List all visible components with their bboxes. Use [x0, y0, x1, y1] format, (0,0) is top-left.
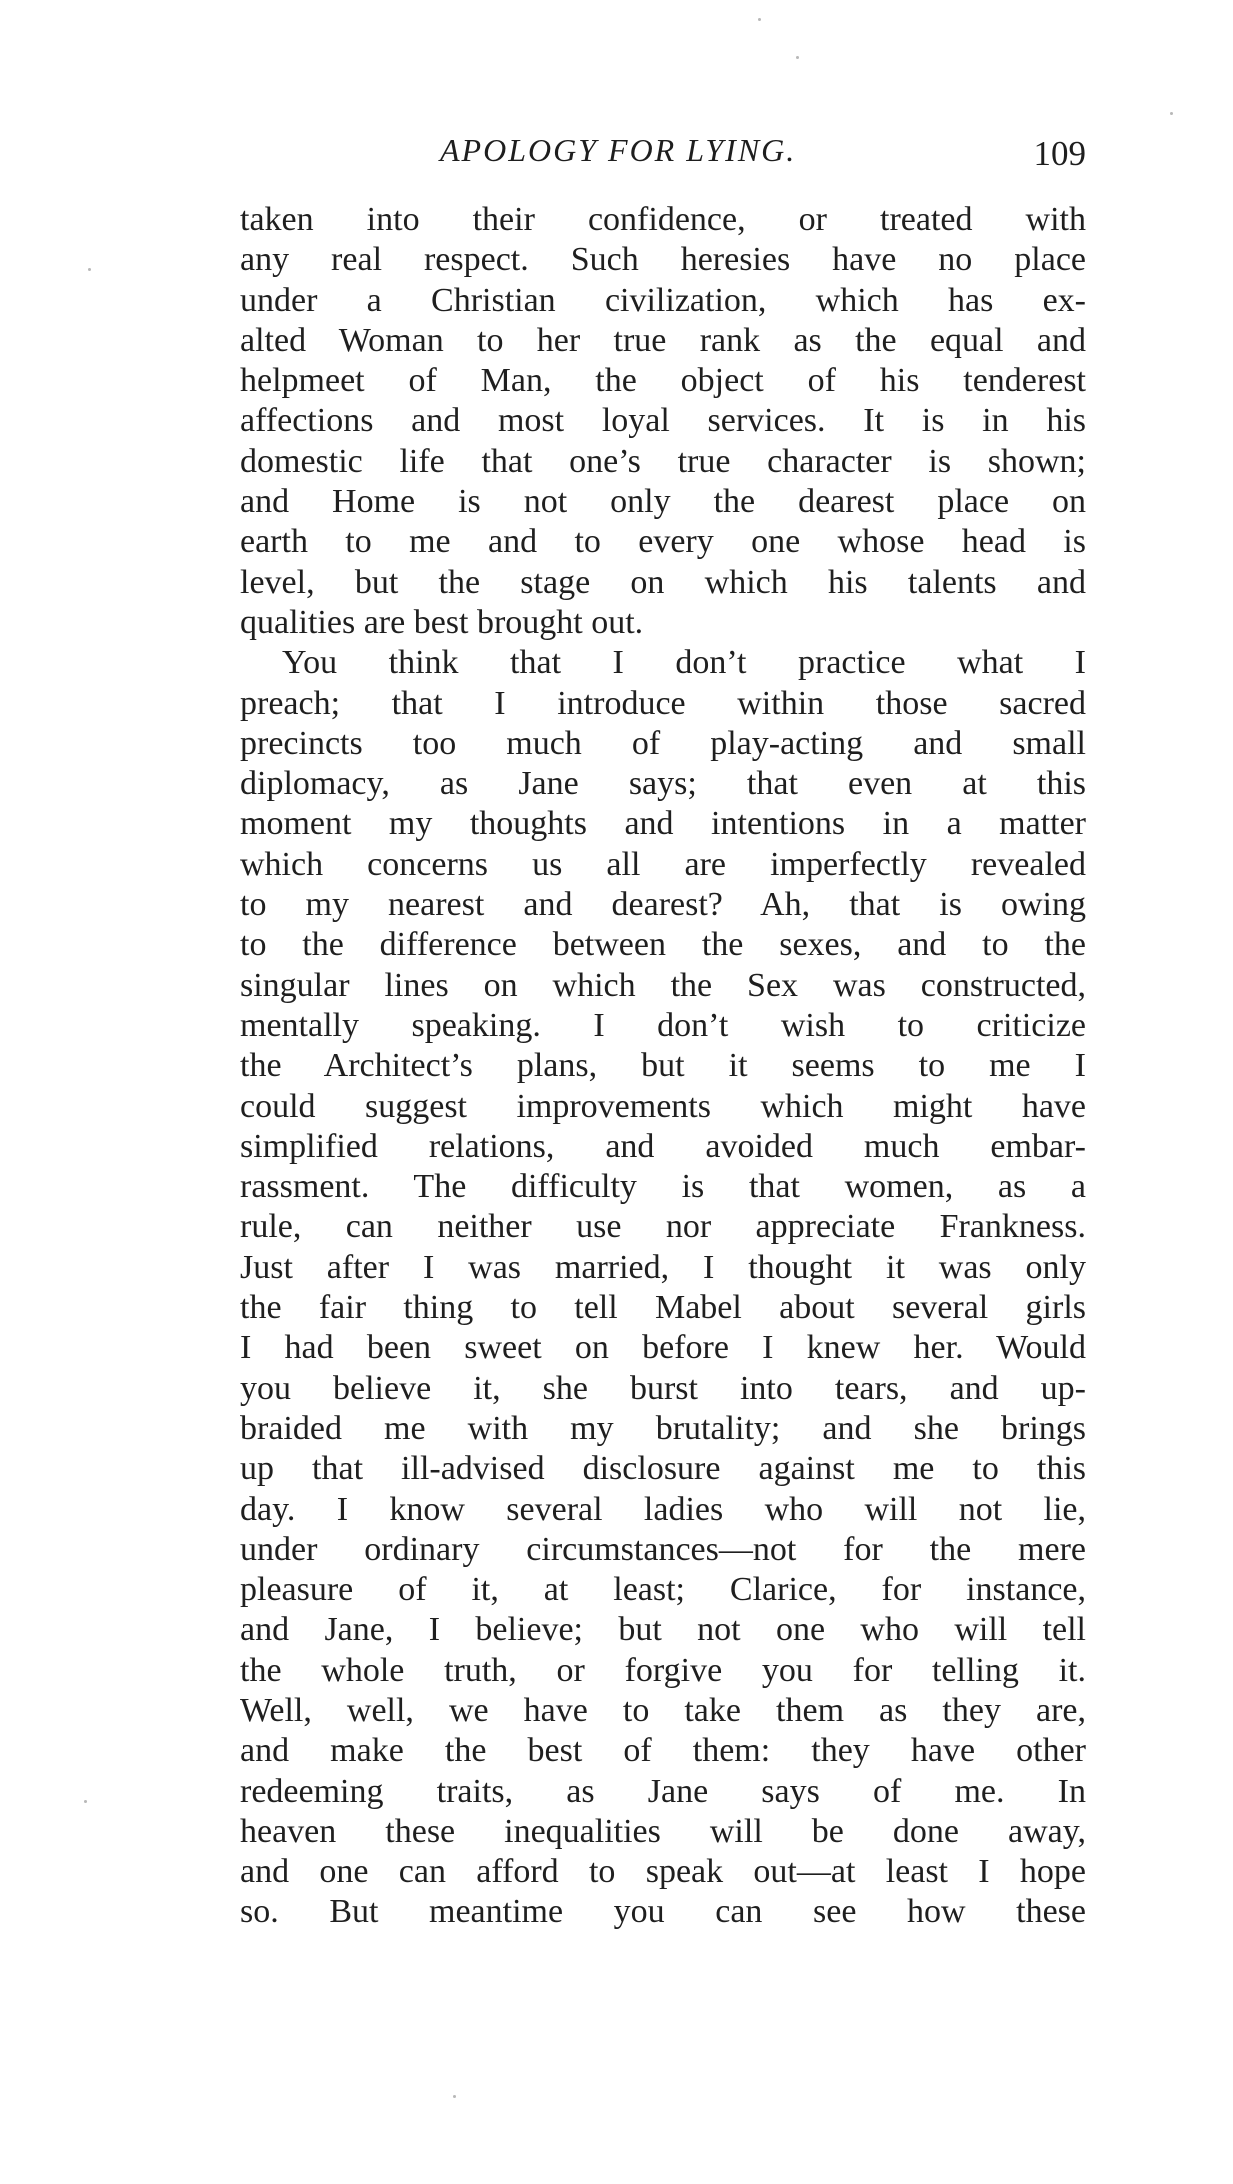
text-line: moment my thoughts and intentions in a matter	[240, 805, 1086, 843]
text-line: any real respect. Such heresies have no place	[240, 241, 1086, 279]
page-header	[236, 132, 1090, 184]
text-line: so. But meantime you can see how these	[240, 1893, 1086, 1931]
text-line: preach; that I introduce within those sacred	[240, 684, 1086, 722]
text-line: and make the best of them: they have other	[240, 1732, 1086, 1770]
text-line: simplified relations, and avoided much embar-	[240, 1127, 1086, 1165]
text-line: You think that I don’t practice what I	[282, 644, 1086, 682]
text-line: redeeming traits, as Jane says of me. In	[240, 1772, 1086, 1810]
text-line: the whole truth, or forgive you for telling it.	[240, 1651, 1086, 1689]
text-line: and Jane, I believe; but not one who will tell	[240, 1611, 1086, 1649]
paper-speck	[796, 56, 799, 59]
text-line: Well, well, we have to take them as they are,	[240, 1691, 1086, 1729]
paragraph	[240, 200, 1086, 643]
text-line: mentally speaking. I don’t wish to criticize	[240, 1006, 1086, 1044]
text-line: under a Christian civilization, which has ex-	[240, 281, 1086, 319]
paper-speck	[453, 2095, 456, 2098]
text-line: the fair thing to tell Mabel about several girls	[240, 1289, 1086, 1327]
text-line: rassment. The difficulty is that women, as a	[240, 1168, 1086, 1206]
text-line: precincts too much of play-acting and small	[240, 724, 1086, 762]
text-line: rule, can neither use nor appreciate Frankness.	[240, 1208, 1086, 1246]
paragraph	[240, 643, 1086, 1933]
text-line: and Home is not only the dearest place on	[240, 483, 1086, 521]
paper-speck	[88, 268, 91, 271]
paper-speck	[758, 18, 761, 21]
text-line: alted Woman to her true rank as the equal and	[240, 321, 1086, 359]
text-line: which concerns us all are imperfectly revealed	[240, 845, 1086, 883]
text-line: pleasure of it, at least; Clarice, for instance,	[240, 1571, 1086, 1609]
text-line: domestic life that one’s true character is shown;	[240, 442, 1086, 480]
text-line: day. I know several ladies who will not lie,	[240, 1490, 1086, 1528]
text-line: to the difference between the sexes, and to the	[240, 926, 1086, 964]
text-line: affections and most loyal services. It is in his	[240, 402, 1086, 440]
text-line: braided me with my brutality; and she brings	[240, 1409, 1086, 1447]
text-line: could suggest improvements which might have	[240, 1087, 1086, 1125]
running-head: APOLOGY FOR LYING.	[440, 132, 797, 168]
body-text	[240, 200, 1086, 1933]
text-line: you believe it, she burst into tears, and up-	[240, 1369, 1086, 1407]
paper-speck	[1170, 112, 1173, 115]
text-line: I had been sweet on before I knew her. Would	[240, 1329, 1086, 1367]
text-line: earth to me and to every one whose head is	[240, 523, 1086, 561]
text-line: and one can afford to speak out—at least I hope	[240, 1853, 1086, 1891]
text-line: qualities are best brought out.	[240, 603, 644, 641]
text-line: taken into their confidence, or treated with	[240, 201, 1086, 238]
text-line: Just after I was married, I thought it was only	[240, 1248, 1086, 1286]
text-line: diplomacy, as Jane says; that even at this	[240, 765, 1086, 803]
text-line: singular lines on which the Sex was constructed,	[240, 966, 1086, 1004]
page-number: 109	[1033, 134, 1086, 173]
text-line: the Architect’s plans, but it seems to me I	[240, 1047, 1086, 1085]
text-line: to my nearest and dearest? Ah, that is owing	[240, 886, 1086, 924]
text-line: helpmeet of Man, the object of his tenderest	[240, 362, 1086, 400]
text-line: up that ill-advised disclosure against me to this	[240, 1450, 1086, 1488]
text-line: heaven these inequalities will be done away,	[240, 1812, 1086, 1850]
text-line: under ordinary circumstances—not for the mere	[240, 1530, 1086, 1568]
text-line: level, but the stage on which his talents and	[240, 563, 1086, 601]
paper-speck	[84, 1800, 87, 1803]
